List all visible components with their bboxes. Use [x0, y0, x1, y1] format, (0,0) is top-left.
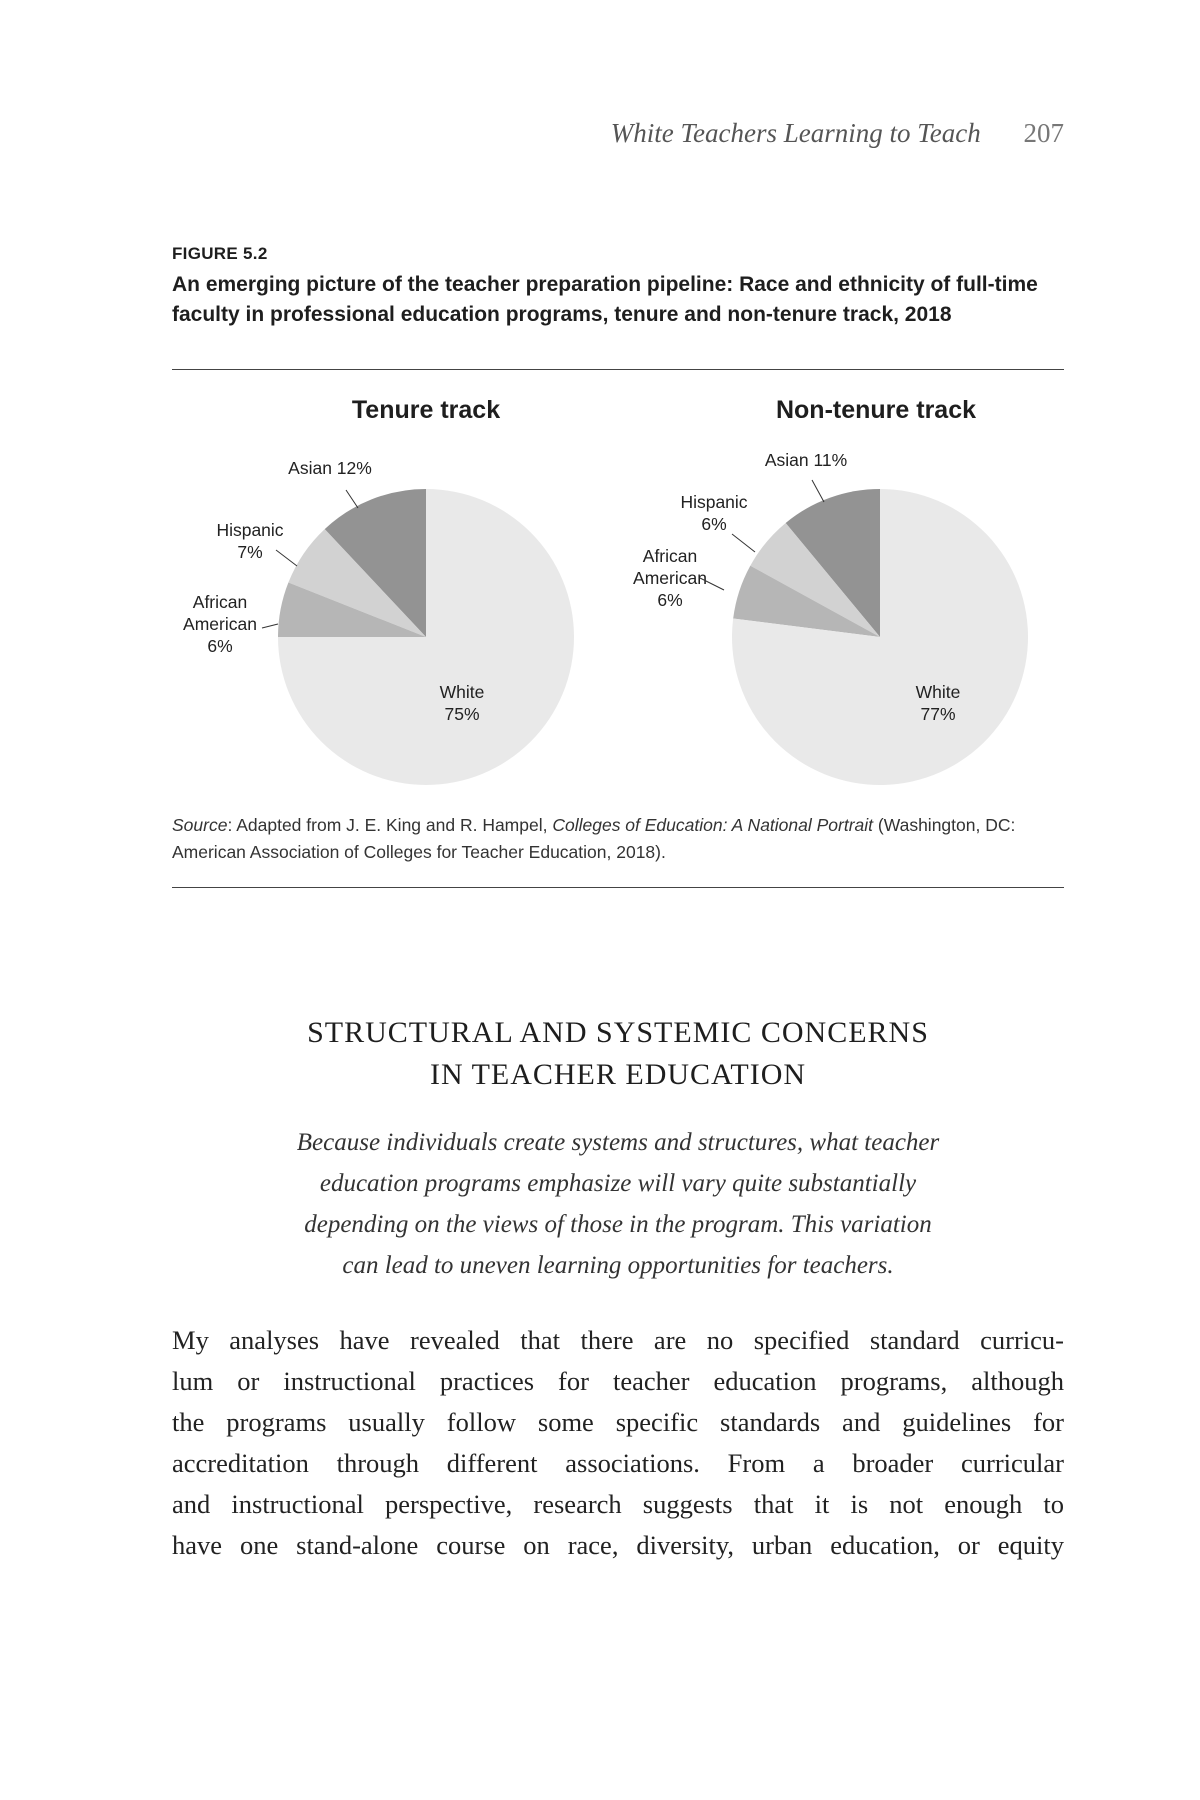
data-label-white: White 77%: [915, 682, 961, 724]
source-prefix: Source: [172, 815, 228, 835]
leader-line-asian: [812, 480, 824, 502]
section-heading-line: IN TEACHER EDUCATION: [429, 1058, 807, 1091]
body-line: lum or instructional practices for teacher education programs, although: [172, 1366, 1064, 1396]
epigraph-line: Because individuals create systems and structures, what teacher: [296, 1129, 940, 1156]
body-line: accreditation through different associations. From a broader curricular: [172, 1448, 1064, 1478]
body-line: have one stand-alone course on race, diversity, urban education, or equity: [172, 1530, 1064, 1560]
figure-label: FIGURE 5.2: [172, 244, 268, 263]
body-line: and instructional perspective, research suggests that it is not enough to: [172, 1489, 1064, 1519]
source-title: Colleges of Education: A National Portrait: [552, 815, 874, 835]
leader-line-asian: [346, 490, 358, 508]
chart-title: Tenure track: [351, 396, 501, 424]
running-head-title: White Teachers Learning to Teach: [610, 118, 981, 148]
section-heading: [172, 1012, 1064, 1096]
data-label-hispanic: Hispanic 7%: [216, 520, 284, 562]
page-number: 207: [1023, 118, 1064, 148]
epigraph-line: depending on the views of those in the program. This variation: [304, 1211, 932, 1238]
figure-caption: An emerging picture of the teacher preparation pipeline: Race and ethnicity of full-time faculty in professional education programs, tenure and non-tenure track, 2018: [172, 273, 1038, 326]
pie-charts: [0, 0, 1200, 820]
section-heading-line: STRUCTURAL AND SYSTEMIC CONCERNS: [307, 1016, 929, 1049]
pie-chart-canvas: [0, 0, 1200, 820]
data-label-african-american: African American 6%: [183, 592, 257, 656]
figure-bottom-rule: [172, 887, 1064, 888]
leader-line-african-american: [262, 624, 278, 628]
body-line: My analyses have revealed that there are no specified standard curricu-: [172, 1325, 1064, 1355]
epigraph-line: can lead to uneven learning opportunities for teachers.: [342, 1252, 894, 1279]
data-label-white: White 75%: [439, 682, 485, 724]
source-text-a: : Adapted from J. E. King and R. Hampel,: [227, 815, 553, 835]
body-paragraph: [172, 1320, 1064, 1566]
epigraph: [172, 1122, 1064, 1286]
data-label-african-american: African American 6%: [633, 546, 707, 610]
chart-title: Non-tenure track: [775, 396, 977, 424]
data-label-asian: Asian 11%: [764, 450, 848, 470]
body-line: the programs usually follow some specific standards and guidelines for: [172, 1407, 1064, 1437]
data-label-asian: Asian 12%: [288, 458, 372, 478]
data-label-hispanic: Hispanic 6%: [680, 492, 748, 534]
epigraph-line: education programs emphasize will vary quite substantially: [319, 1170, 917, 1197]
figure-source: [172, 812, 1072, 866]
leader-line-hispanic: [732, 534, 755, 552]
source-text-b: (Washington, DC: American Association of Colleges for Teacher Education, 2018).: [172, 815, 1016, 862]
leader-line-hispanic: [276, 550, 297, 566]
